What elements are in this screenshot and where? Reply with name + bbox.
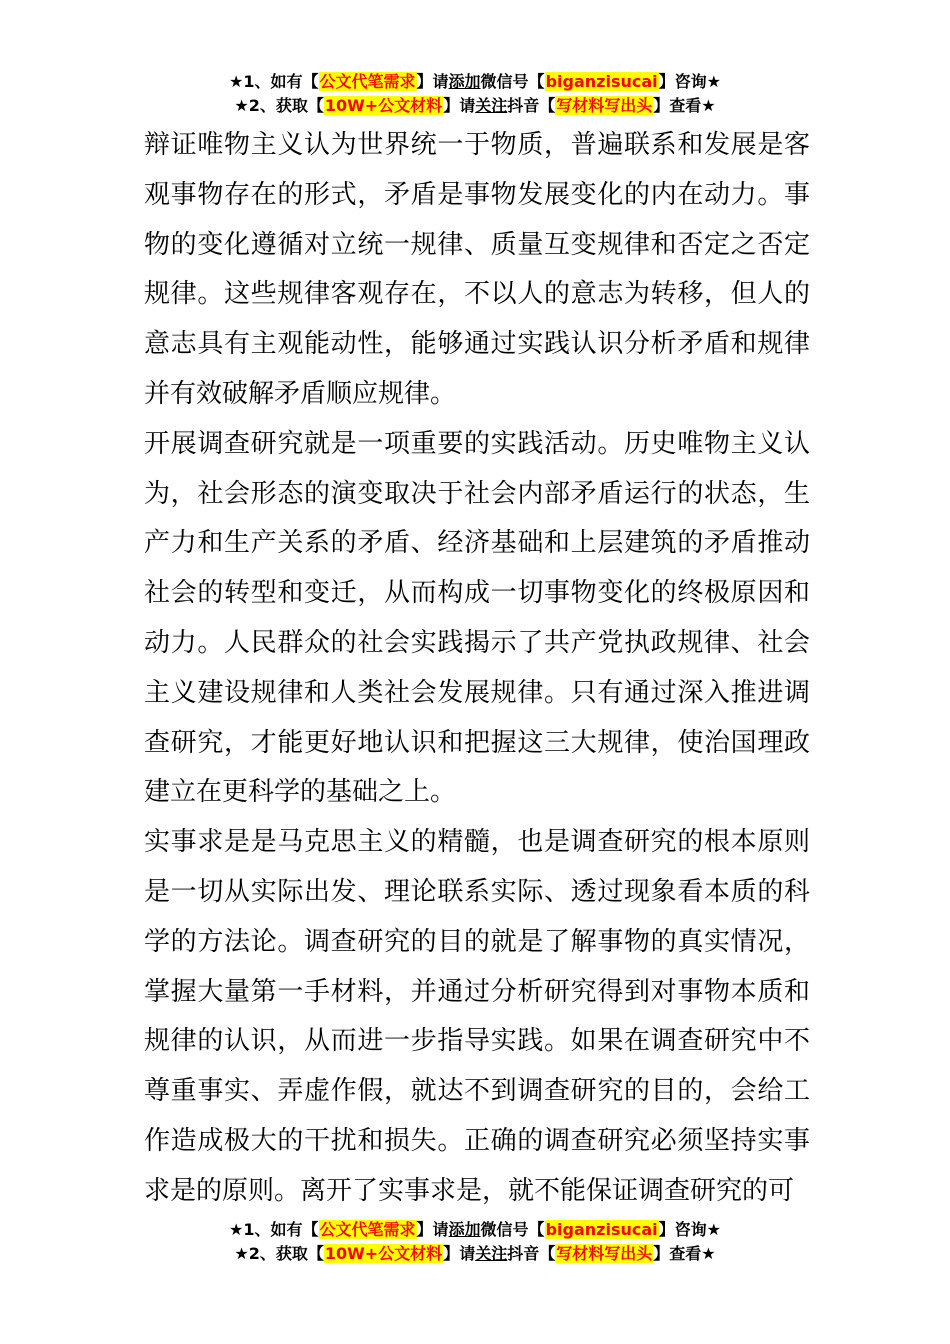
notice-text: 微信号【 (480, 72, 545, 91)
highlight-service: 公文代笔需求 (319, 1220, 416, 1239)
notice-text: 微信号【 (480, 1220, 545, 1239)
header-notice (0, 70, 950, 118)
footer-notice (0, 1218, 950, 1266)
notice-text: ★2、获取【 (234, 96, 324, 115)
notice-line-1 (0, 70, 950, 94)
notice-text: 】请 (443, 96, 476, 115)
notice-line-1 (0, 1218, 950, 1242)
notice-underlined: 关注 (475, 96, 508, 115)
notice-text: 】咨询★ (658, 72, 721, 91)
notice-text: 】查看★ (653, 96, 716, 115)
notice-text: ★2、获取【 (234, 1244, 324, 1263)
notice-text: 抖音【 (507, 96, 556, 115)
notice-text: ★1、如有【 (229, 72, 319, 91)
notice-text: 】请 (416, 1220, 449, 1239)
highlight-douyin-id: 写材料写出头 (556, 96, 653, 115)
highlight-wechat-id: biganzisucai (545, 1220, 658, 1239)
highlight-douyin-id: 写材料写出头 (556, 1244, 653, 1263)
body-text (144, 121, 810, 1217)
paragraph-1: 辩证唯物主义认为世界统一于物质，普遍联系和发展是客观事物存在的形式，矛盾是事物发展变化的内在动力。事物的变化遵循对立统一规律、质量互变规律和否定之否定规律。这些规律客观存在，不以人的意志为转移，但人的意志具有主观能动性，能够通过实践认识分析矛盾和规律并有效破解矛盾顺应规律。 (144, 130, 810, 409)
paragraph-2: 开展调查研究就是一项重要的实践活动。历史唯物主义认为，社会形态的演变取决于社会内部矛盾运行的状态，生产力和生产关系的矛盾、经济基础和上层建筑的矛盾推动社会的转型和变迁，从而构成一切事物变化的终极原因和动力。人民群众的社会实践揭示了共产党执政规律、社会主义建设规律和人类社会发展规律。只有通过深入推进调查研究，才能更好地认识和把握这三大规律，使治国理政建立在更科学的基础之上。 (144, 428, 810, 808)
notice-text: 】查看★ (653, 1244, 716, 1263)
highlight-service: 公文代笔需求 (319, 72, 416, 91)
notice-text: 抖音【 (507, 1244, 556, 1263)
notice-line-2 (0, 94, 950, 118)
highlight-wechat-id: biganzisucai (545, 72, 658, 91)
paragraph-3: 实事求是是马克思主义的精髓，也是调查研究的根本原则是一切从实际出发、理论联系实际、透过现象看本质的科学的方法论。调查研究的目的就是了解事物的真实情况，掌握大量第一手材料，并通过分析研究得到对事物本质和规律的认识，从而进一步指导实践。如果在调查研究中不尊重事实、弄虚作假，就达不到调查研究的目的，会给工作造成极大的干扰和损失。正确的调查研究必须坚持实事求是的原则。离开了实事求是，就不能保证调查研究的可 (144, 827, 810, 1206)
notice-underlined: 添加 (448, 1220, 481, 1239)
notice-text: 】请 (416, 72, 449, 91)
notice-text: 】请 (443, 1244, 476, 1263)
highlight-materials: 10W+公文材料 (324, 96, 443, 115)
highlight-materials: 10W+公文材料 (324, 1244, 443, 1263)
notice-underlined: 关注 (475, 1244, 508, 1263)
notice-line-2 (0, 1242, 950, 1266)
notice-text: ★1、如有【 (229, 1220, 319, 1239)
notice-underlined: 添加 (448, 72, 481, 91)
notice-text: 】咨询★ (658, 1220, 721, 1239)
